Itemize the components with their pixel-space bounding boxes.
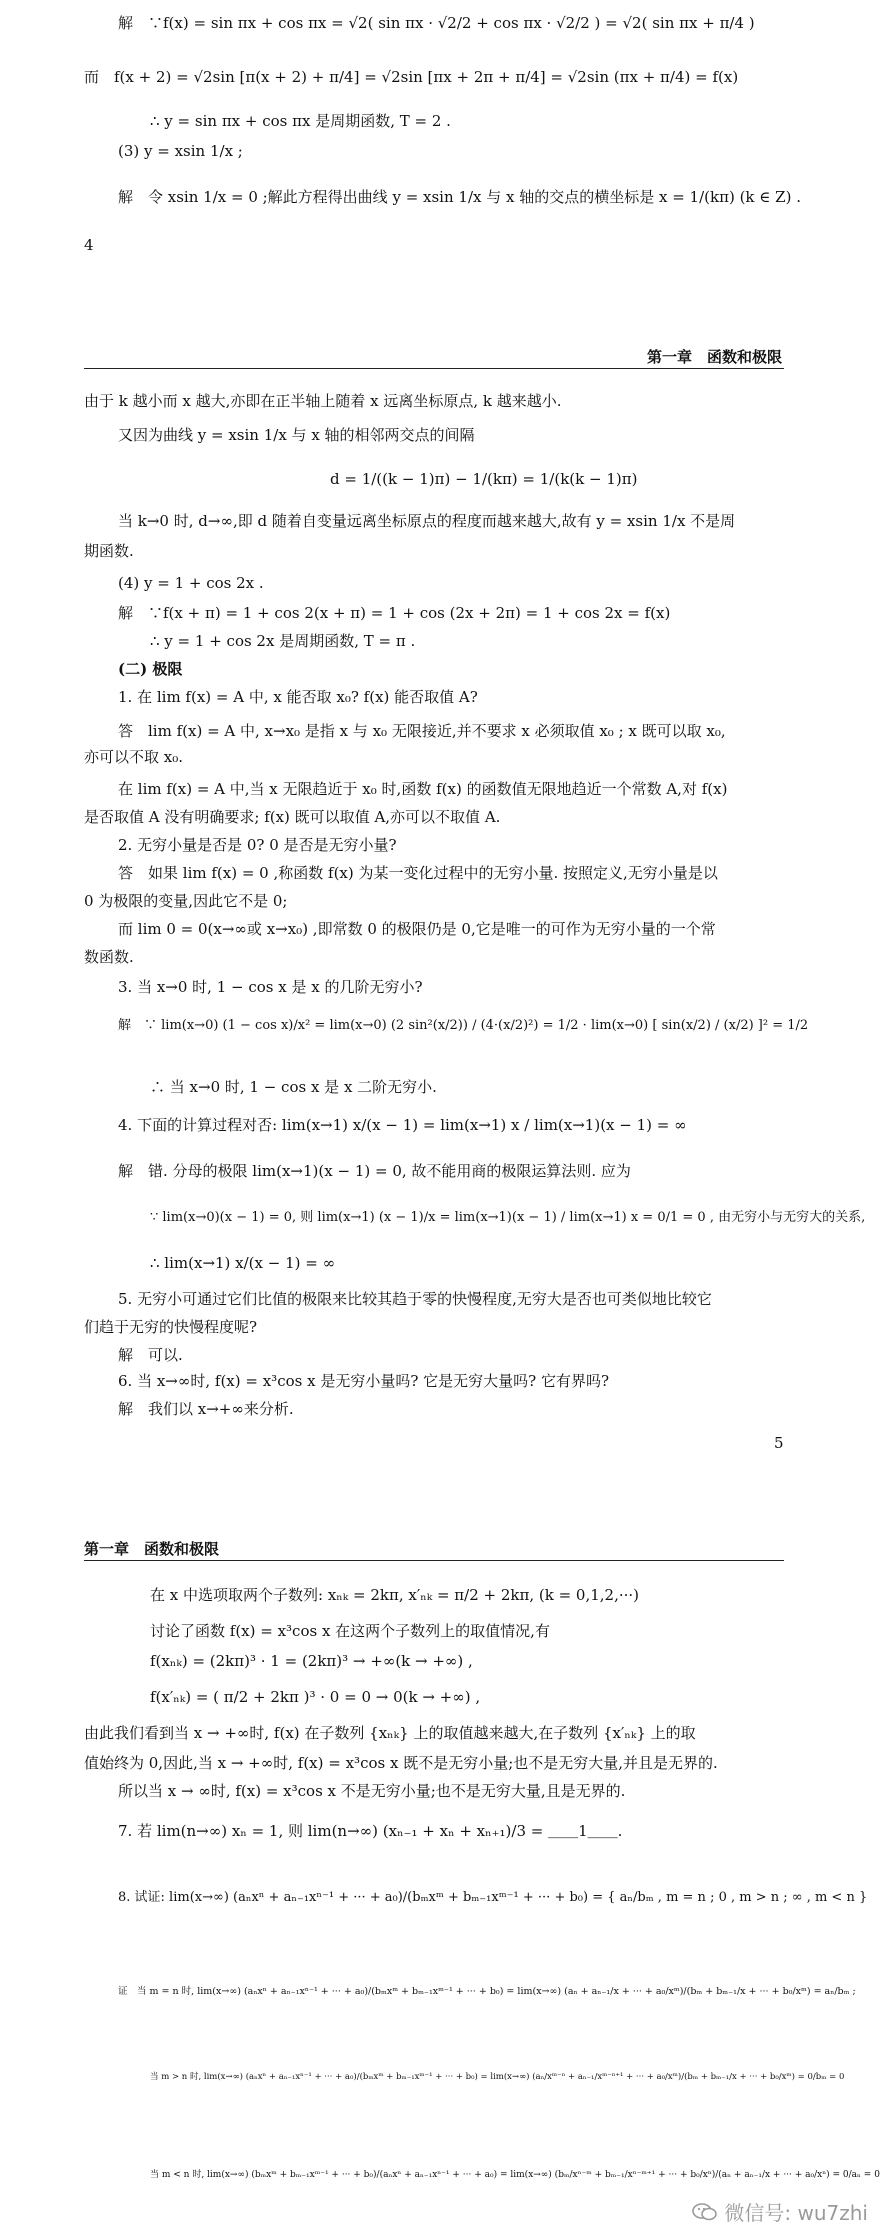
text-line: 解 我们以 x→+∞来分析. [118,1400,294,1418]
text-line: 是否取值 A 没有明确要求; f(x) 既可以取值 A,亦可以不取值 A. [84,808,501,826]
text-line: 由此我们看到当 x → +∞时, f(x) 在子数列 {xₙₖ} 上的取值越来越大,在子数列 {x′ₙₖ} 上的取 [84,1724,696,1742]
text-line: 答 lim f(x) = A 中, x→x₀ 是指 x 与 x₀ 无限接近,并不要求 x 必须取值 x₀ ; x 既可以取 x₀, [118,722,726,740]
section-heading: (二) 极限 [118,660,183,678]
chapter-header: 第一章 函数和极限 [646,348,782,366]
text-line: 6. 当 x→∞时, f(x) = x³cos x 是无穷小量吗? 它是无穷大量吗? 它有界吗? [118,1372,609,1390]
text-line: 值始终为 0,因此,当 x → +∞时, f(x) = x³cos x 既不是无穷小量;也不是无穷大量,并且是无界的. [84,1754,718,1772]
text-line: 2. 无穷小量是否是 0? 0 是否是无穷小量? [118,836,397,854]
text-line: 解 可以. [118,1346,183,1364]
formula-line: ∵ lim(x→0)(x − 1) = 0, 则 lim(x→1) (x − 1)/x = lim(x→1)(x − 1) / lim(x→1) x = 0/1 = 0 , 由无穷小与无穷大的关系, [150,1210,866,1225]
text-line: 又因为曲线 y = xsin 1/x 与 x 轴的相邻两交点的间隔 [118,426,475,444]
text-line: ∴ 当 x→0 时, 1 − cos x 是 x 二阶无穷小. [150,1078,437,1096]
text-line: 所以当 x → ∞时, f(x) = x³cos x 不是无穷小量;也不是无穷大量,且是无界的. [118,1782,626,1800]
text-line: (3) y = xsin 1/x ; [118,142,243,160]
text-line: 解 ∵f(x + π) = 1 + cos 2(x + π) = 1 + cos (2x + 2π) = 1 + cos 2x = f(x) [118,604,671,622]
text-line: 答 如果 lim f(x) = 0 ,称函数 f(x) 为某一变化过程中的无穷小量. 按照定义,无穷小量是以 [118,864,718,882]
text-line: 在 x 中选项取两个子数列: xₙₖ = 2kπ, x′ₙₖ = π/2 + 2kπ, (k = 0,1,2,···) [150,1586,640,1604]
text-line: 讨论了函数 f(x) = x³cos x 在这两个子数列上的取值情况,有 [150,1622,550,1640]
text-line: 在 lim f(x) = A 中,当 x 无限趋近于 x₀ 时,函数 f(x) 的函数值无限地趋近一个常数 A,对 f(x) [118,780,728,798]
text-line: 5. 无穷小可通过它们比值的极限来比较其趋于零的快慢程度,无穷大是否也可类似地比较它 [118,1290,712,1308]
formula-line: 8. 试证: lim(x→∞) (aₙxⁿ + aₙ₋₁xⁿ⁻¹ + ··· + a₀)/(bₘxᵐ + bₘ₋₁xᵐ⁻¹ + ··· + b₀) = { aₙ/bₘ , m = n ; 0 , m > n ; ∞ , m < n } [118,1890,868,1905]
page-number: 5 [774,1434,784,1452]
text-line: 数函数. [84,948,134,966]
formula-line: 当 m > n 时, lim(x→∞) (aₙxⁿ + aₙ₋₁xⁿ⁻¹ + ··· + a₀)/(bₘxᵐ + bₘ₋₁xᵐ⁻¹ + ··· + b₀) = lim(x→∞) (aₙ/xᵐ⁻ⁿ + aₙ₋₁/xᵐ⁻ⁿ⁺¹ + ··· + a₀/xᵐ)/(bₘ + bₘ₋₁/x + ··· + b₀/xᵐ) = 0/bₘ = 0 [150,2072,845,2082]
text-line: ∴ y = sin πx + cos πx 是周期函数, T = 2 . [150,112,451,130]
text-line: 1. 在 lim f(x) = A 中, x 能否取 x₀? f(x) 能否取值 A? [118,688,478,706]
header-rule [84,368,784,369]
formula-line: 当 m < n 时, lim(x→∞) (bₘxᵐ + bₘ₋₁xᵐ⁻¹ + ··· + b₀)/(aₙxⁿ + aₙ₋₁xⁿ⁻¹ + ··· + a₀) = lim(x→∞) (bₘ/xⁿ⁻ᵐ + bₘ₋₁/xⁿ⁻ᵐ⁺¹ + ··· + b₀/xⁿ)/(aₙ + aₙ₋₁/x + ··· + a₀/xⁿ) = 0/aₙ = 0 [150,2170,880,2180]
wechat-icon [692,2202,718,2222]
text-line: 期函数. [84,542,134,560]
text-line: 解 ∵f(x) = sin πx + cos πx = √2( sin πx · √2/2 + cos πx · √2/2 ) = √2( sin πx + π/4 ) [118,14,755,32]
text-line: 亦可以不取 x₀. [84,748,184,766]
chapter-header: 第一章 函数和极限 [84,1540,220,1558]
formula-line: d = 1/((k − 1)π) − 1/(kπ) = 1/(k(k − 1)π) [330,470,638,488]
text-line: 们趋于无穷的快慢程度呢? [84,1318,258,1336]
text-line: ∴ y = 1 + cos 2x 是周期函数, T = π . [150,632,416,650]
formula-line: f(x′ₙₖ) = ( π/2 + 2kπ )³ · 0 = 0 → 0(k → +∞) , [150,1688,481,1706]
watermark-text: 微信号: wu7zhi [724,2201,868,2225]
formula-line: 证 当 m = n 时, lim(x→∞) (aₙxⁿ + aₙ₋₁xⁿ⁻¹ + ··· + a₀)/(bₘxᵐ + bₘ₋₁xᵐ⁻¹ + ··· + b₀) = lim(x→∞) (aₙ + aₙ₋₁/x + ··· + a₀/xᵐ)/(bₘ + bₘ₋₁/x + ··· + b₀/xᵐ) = aₙ/bₘ ; [118,1986,856,1997]
text-line: 而 lim 0 = 0(x→∞或 x→x₀) ,即常数 0 的极限仍是 0,它是唯一的可作为无穷小量的一个常 [118,920,716,938]
header-rule [84,1560,784,1561]
text-line: 0 为极限的变量,因此它不是 0; [84,892,288,910]
text-line: 解 令 xsin 1/x = 0 ;解此方程得出曲线 y = xsin 1/x 与 x 轴的交点的横坐标是 x = 1/(kπ) (k ∈ Z) . [118,188,801,206]
text-line: 4. 下面的计算过程对否: lim(x→1) x/(x − 1) = lim(x→1) x / lim(x→1)(x − 1) = ∞ [118,1116,687,1134]
text-line: 当 k→0 时, d→∞,即 d 随着自变量远离坐标原点的程度而越来越大,故有 y = xsin 1/x 不是周 [118,512,736,530]
text-line: 由于 k 越小而 x 越大,亦即在正半轴上随着 x 远离坐标原点, k 越来越小. [84,392,562,410]
text-line: 3. 当 x→0 时, 1 − cos x 是 x 的几阶无穷小? [118,978,423,996]
text-line: 7. 若 lim(n→∞) xₙ = 1, 则 lim(n→∞) (xₙ₋₁ + xₙ + xₙ₊₁)/3 = ＿＿1＿＿. [118,1822,623,1840]
text-line: 解 错. 分母的极限 lim(x→1)(x − 1) = 0, 故不能用商的极限运算法则. 应为 [118,1162,631,1180]
text-line: (4) y = 1 + cos 2x . [118,574,264,592]
watermark [692,2197,868,2226]
page-number: 4 [84,236,94,254]
formula-line: 解 ∵ lim(x→0) (1 − cos x)/x² = lim(x→0) (2 sin²(x/2)) / (4·(x/2)²) = 1/2 · lim(x→0) [ sin(x/2) / (x/2) ]² = 1/2 [118,1018,809,1033]
formula-line: ∴ lim(x→1) x/(x − 1) = ∞ [150,1254,336,1272]
text-line: 而 f(x + 2) = √2sin [π(x + 2) + π/4] = √2sin [πx + 2π + π/4] = √2sin (πx + π/4) = f(x) [84,68,739,86]
formula-line: f(xₙₖ) = (2kπ)³ · 1 = (2kπ)³ → +∞(k → +∞) , [150,1652,473,1670]
